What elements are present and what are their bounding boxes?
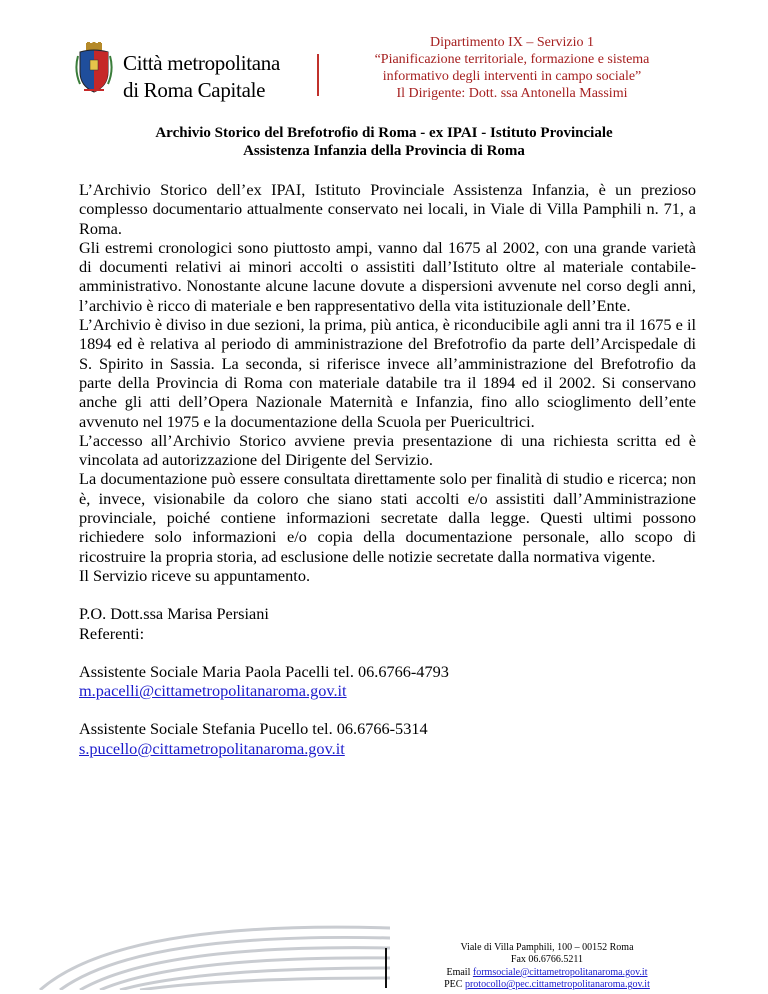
department-line-3: informativo degli interventi in campo sociale” [382, 69, 642, 84]
footer-fax: Fax 06.6766.5211 [510, 954, 584, 966]
logo-line-1: Città metropolitana [123, 51, 281, 75]
department-info [330, 34, 694, 102]
referent-2-text: Assistente Sociale Stefania Pucello tel. 06.6766-5314 [79, 719, 428, 739]
paragraph-access: L’accesso all’Archivio Storico avviene previa presentazione di una richiesta scritta ed è vincolata ad autorizzazione del Dirigente del Servizio. [79, 430, 696, 470]
coat-of-arms-icon [74, 42, 114, 96]
paragraph-sections: L’Archivio è diviso in due sezioni, la prima, più antica, è riconducibile agli anni tra il 1675 e il 1894 ed è relativa al periodo di amministrazione del Brefotrofio da parte dell’Arcispedale di S. Spirito in Sassia. La seconda, si riferisce invece all’amministrazione del Brefotrofio da parte della Provincia di Roma con materiale databile tra il 1894 ed il 2002. Si conservano anche gli atti dell’Opera Nazionale Maternità e Infanzia, fino allo scioglimento dell’ente avvenuto nel 1975 e la documentazione della Scuola per Puericultrici. [79, 315, 696, 431]
paragraph-chronology: Gli estremi cronologici sono piuttosto ampi, vanno dal 1675 al 2002, con una grande varietà di documenti relativi ai minori accolti o assistiti dall’Istituto oltre al materiale contabile-amministrativo. Nonostante alcune lacune dovute a dispersioni avvenute nel corso degli anni, l’archivio è ricco di materiale e ben rappresentativo della vita istituzionale dell’Ente. [79, 237, 696, 315]
institution-logo-text [123, 50, 280, 104]
referent-2-email-link[interactable]: s.pucello@cittametropolitanaroma.gov.it [79, 738, 345, 758]
title-line-1: Archivio Storico del Brefotrofio di Roma - ex IPAI - Istituto Provinciale [155, 125, 613, 141]
referent-1-email-link[interactable]: m.pacelli@cittametropolitanaroma.gov.it [79, 681, 347, 701]
spacer [79, 585, 696, 604]
footer-pec-row [396, 979, 698, 991]
footer-address [396, 942, 698, 992]
paragraph-appointment: Il Servizio riceve su appuntamento. [79, 565, 311, 585]
footer-pec-label: PEC [444, 979, 465, 991]
footer-email-row [396, 967, 698, 979]
department-line-1: Dipartimento IX – Servizio 1 [429, 35, 595, 50]
contact-po: P.O. Dott.ssa Marisa Persiani [79, 604, 269, 624]
footer-pec-link[interactable]: protocollo@pec.cittametropolitanaroma.gov.it [464, 979, 650, 991]
contact-referenti-label: Referenti: [79, 623, 145, 643]
footer-street: Viale di Villa Pamphili, 100 – 00152 Roma [460, 942, 634, 953]
department-line-4: Il Dirigente: Dott. ssa Antonella Massimi [396, 86, 628, 101]
header-divider [317, 54, 319, 96]
paragraph-consultation: La documentazione può essere consultata direttamente solo per finalità di studio e ricerca; non è, invece, visionabile da coloro che siano stati accolti e/o assistiti dall’Amministrazione provinciale, poiché contiene informazioni secretate dalla legge. Questi ultimi possono richiedere solo informazioni e/o copia della documentazione personale, allo scopo di ricostruire la propria storia, ad esclusione delle notizie secretate dalla normativa vigente. [79, 469, 696, 566]
title-line-2: Assistenza Infanzia della Provincia di Roma [243, 143, 525, 159]
spacer [79, 700, 696, 719]
footer-email-link[interactable]: formsociale@cittametropolitanaroma.gov.it [472, 966, 648, 978]
document-title [60, 124, 708, 160]
footer-email-label: Email [446, 966, 473, 978]
paragraph-intro: L’Archivio Storico dell’ex IPAI, Istituto Provinciale Assistenza Infanzia, è un prezioso complesso documentario attualmente conservato nei locali, in Viale di Villa Pamphili n. 71, a Roma. [79, 180, 696, 238]
logo-line-2: di Roma Capitale [123, 78, 266, 102]
referent-1-text: Assistente Sociale Maria Paola Pacelli tel. 06.6766-4793 [79, 661, 449, 681]
document-body [79, 180, 696, 758]
footer-divider [385, 948, 387, 988]
decorative-swoosh-icon [0, 890, 390, 990]
letterhead [0, 0, 768, 120]
spacer [79, 643, 696, 662]
department-line-2: “Pianificazione territoriale, formazione e sistema [374, 52, 650, 67]
